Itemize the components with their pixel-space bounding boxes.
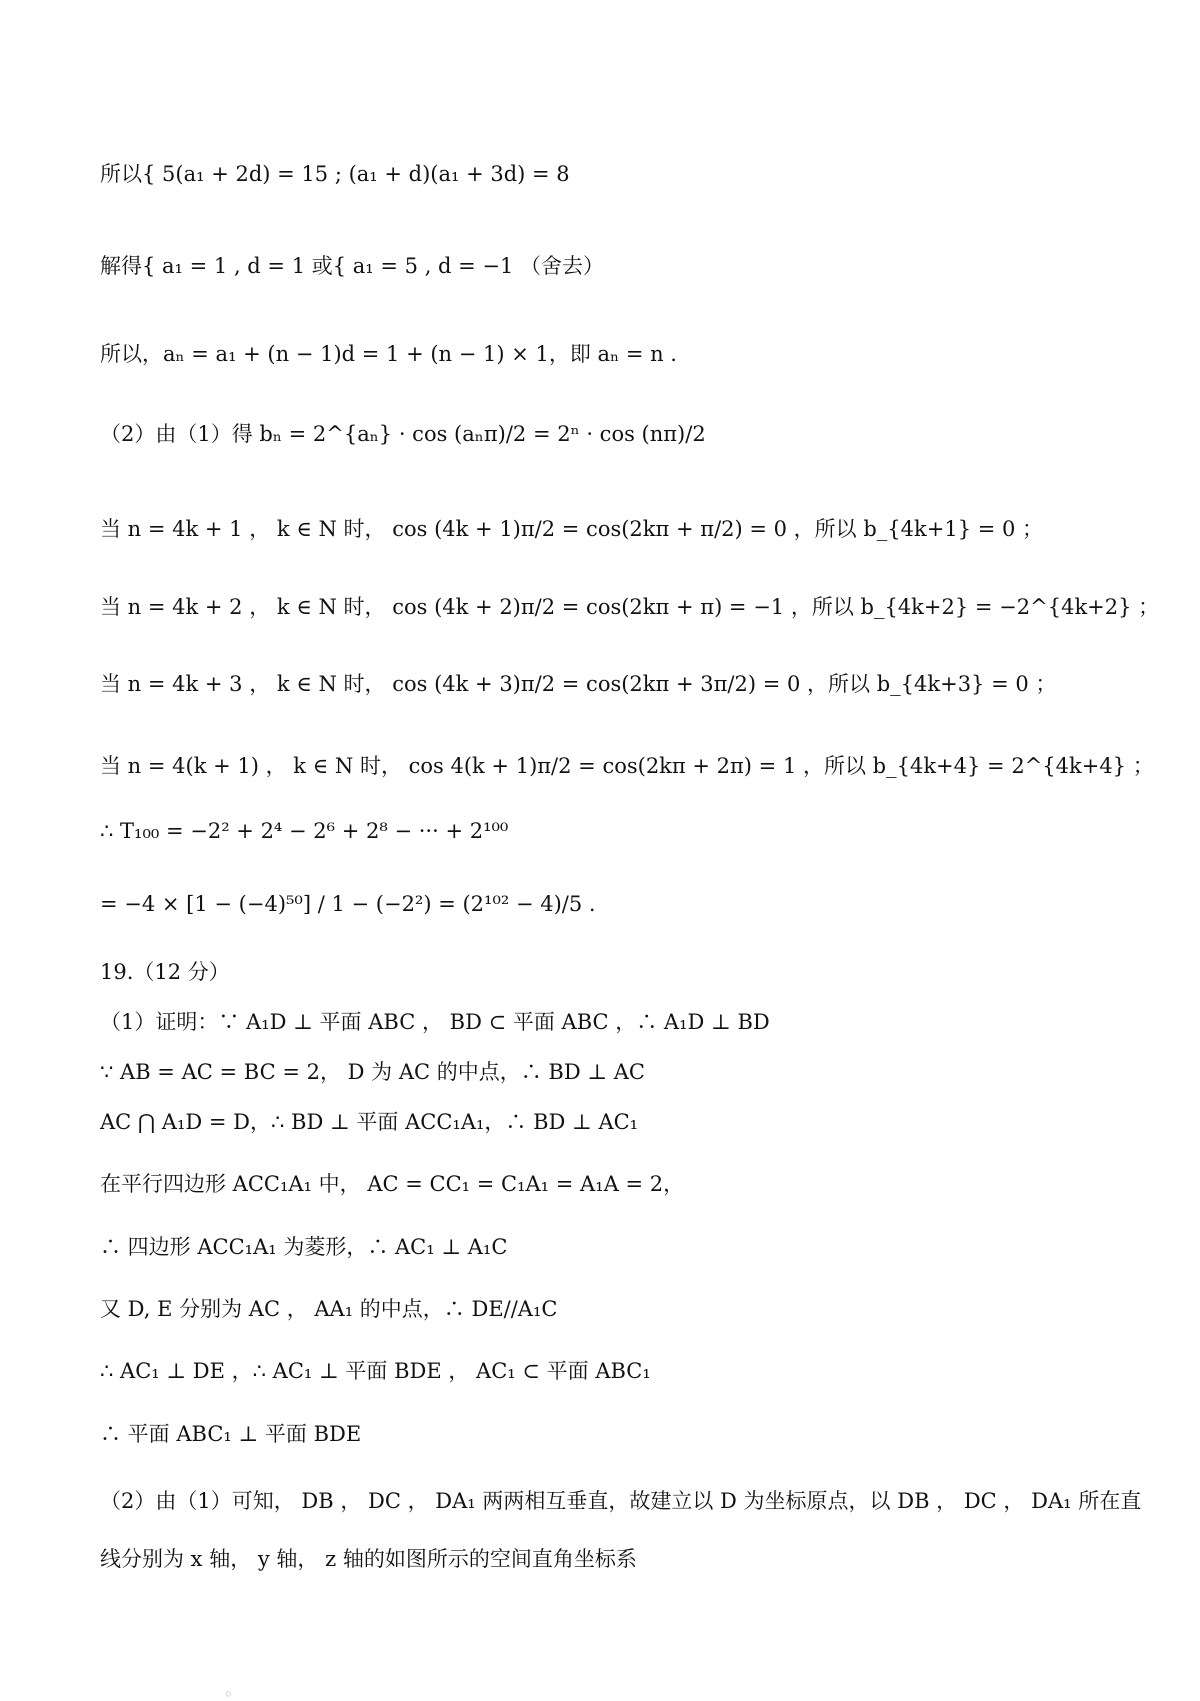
line-an-formula: 所以，aₙ = a₁ + (n − 1)d = 1 + (n − 1) × 1，即 aₙ = n . xyxy=(100,342,677,366)
line-proof-5: ∴ 四边形 ACC₁A₁ 为菱形，∴ AC₁ ⊥ A₁C xyxy=(100,1235,508,1259)
line-bn-formula: （2）由（1）得 bₙ = 2^{aₙ} · cos (aₙπ)/2 = 2ⁿ · cos (nπ)/2 xyxy=(100,422,706,446)
line-case-3: 当 n = 4k + 3 ， k ∈ N 时， cos (4k + 3)π/2 = cos(2kπ + 3π/2) = 0 ，所以 b_{4k+3} = 0 ； xyxy=(100,672,1057,696)
line-proof-4: 在平行四边形 ACC₁A₁ 中， AC = CC₁ = C₁A₁ = A₁A = 2， xyxy=(100,1172,685,1196)
line-t100-result: = −4 × [1 − (−4)⁵⁰] / 1 − (−2²) = (2¹⁰² − 4)/5 . xyxy=(100,892,596,916)
line-t100-sum: ∴ T₁₀₀ = −2² + 2⁴ − 2⁶ + 2⁸ − ··· + 2¹⁰⁰ xyxy=(100,819,509,843)
line-part-2-coordinates: 线分别为 x 轴， y 轴， z 轴的如图所示的空间直角坐标系 xyxy=(100,1547,637,1571)
line-case-1: 当 n = 4k + 1 ， k ∈ N 时， cos (4k + 1)π/2 = cos(2kπ + π/2) = 0 ，所以 b_{4k+1} = 0 ； xyxy=(100,517,1044,541)
line-case-2: 当 n = 4k + 2 ， k ∈ N 时， cos (4k + 2)π/2 = cos(2kπ + π) = −1 ，所以 b_{4k+2} = −2^{4k+2} ； xyxy=(100,595,1160,619)
line-proof-8: ∴ 平面 ABC₁ ⊥ 平面 BDE xyxy=(100,1422,362,1446)
line-proof-7: ∴ AC₁ ⊥ DE ，∴ AC₁ ⊥ 平面 BDE ， AC₁ ⊂ 平面 ABC₁ xyxy=(100,1359,651,1383)
line-proof-2: ∵ AB = AC = BC = 2， D 为 AC 的中点，∴ BD ⊥ AC xyxy=(100,1060,646,1084)
line-problem-19-heading: 19.（12 分） xyxy=(100,960,230,984)
footer-mark: 。 xyxy=(225,1679,243,1700)
line-proof-6: 又 D, E 分别为 AC ， AA₁ 的中点，∴ DE//A₁C xyxy=(100,1297,558,1321)
line-solution: 解得{ a₁ = 1 , d = 1 或{ a₁ = 5 , d = −1 （舍去） xyxy=(100,254,605,278)
line-proof-1: （1）证明：∵ A₁D ⊥ 平面 ABC ， BD ⊂ 平面 ABC ，∴ A₁D ⊥ BD xyxy=(100,1010,770,1034)
line-system-equations: 所以{ 5(a₁ + 2d) = 15 ; (a₁ + d)(a₁ + 3d) = 8 xyxy=(100,162,570,186)
line-case-4: 当 n = 4(k + 1) ， k ∈ N 时， cos 4(k + 1)π/2 = cos(2kπ + 2π) = 1 ，所以 b_{4k+4} = 2^{4k+4} ； xyxy=(100,754,1154,778)
line-proof-3: AC ⋂ A₁D = D，∴ BD ⊥ 平面 ACC₁A₁，∴ BD ⊥ AC₁ xyxy=(100,1110,639,1134)
line-part-2-intro: （2）由（1）可知， DB ， DC ， DA₁ 两两相互垂直，故建立以 D 为坐标原点，以 DB ， DC ， DA₁ 所在直 xyxy=(100,1489,1142,1513)
